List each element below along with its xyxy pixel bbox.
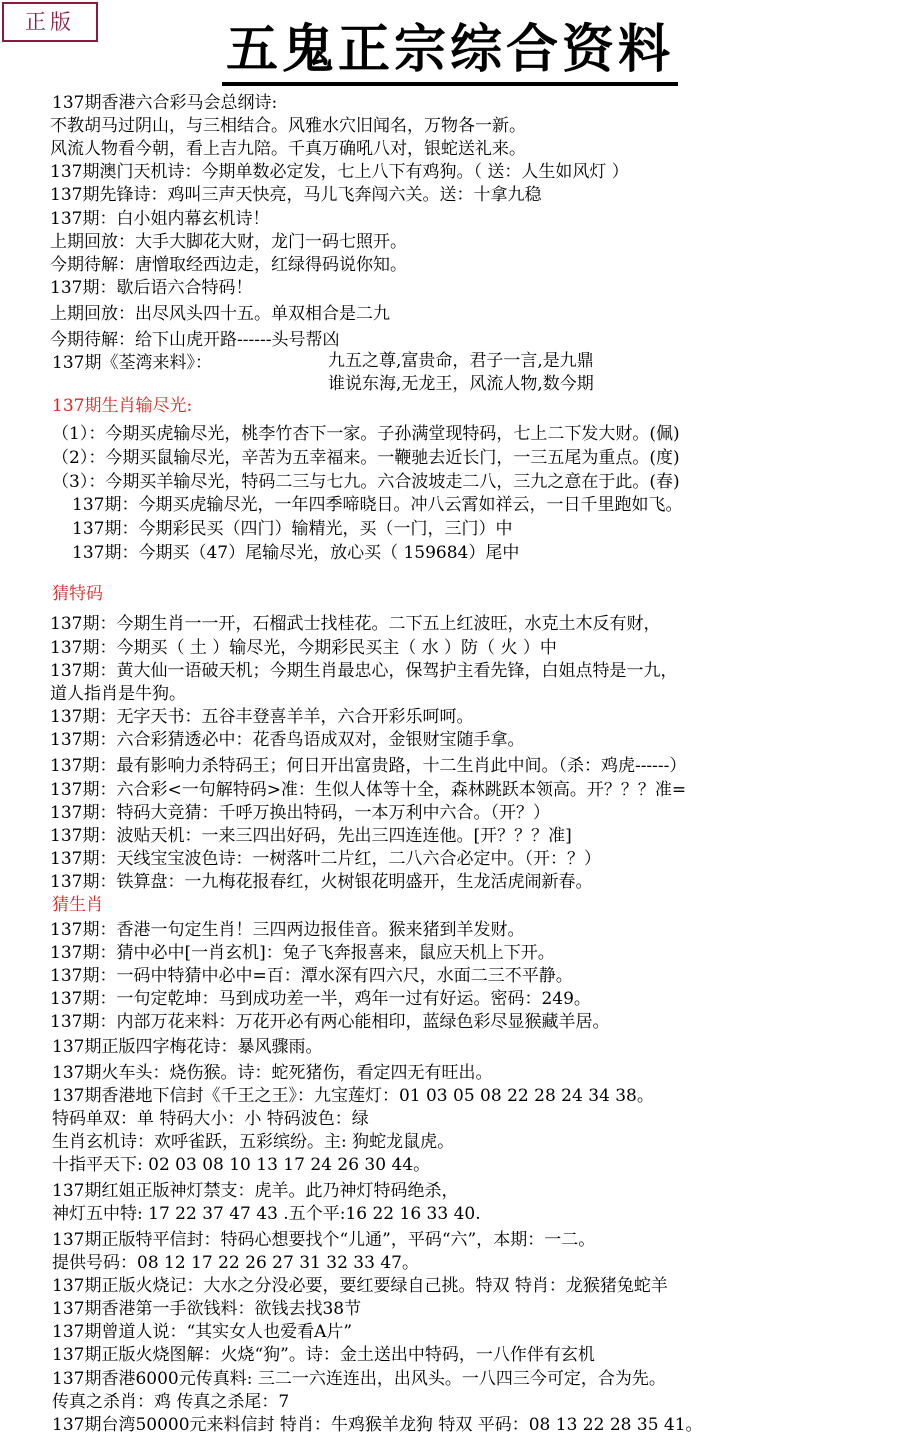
text-line: 137期：特码大竞猜：千呼万换出特码，一本万利中六合。（开？）: [50, 803, 550, 823]
text-line: 神灯五中特: 17 22 37 47 43 .五个平:16 22 16 33 40.: [52, 1204, 481, 1224]
text-line: 137期：香港一句定生肖！三四两边报佳音。猴来猪到羊发财。: [50, 920, 525, 940]
text-line: 九五之尊,富贵命，君子一言,是九鼎: [328, 351, 594, 371]
section-heading: 猜生肖: [52, 895, 103, 915]
page-title-text: 五鬼正宗综合资料: [222, 20, 678, 86]
text-line: 137期：猜中必中[一肖玄机]：兔子飞奔报喜来，鼠应天机上下开。: [50, 943, 555, 963]
text-line: 137期：今期彩民买（四门）输精光，买（一门，三门）中: [72, 519, 513, 539]
text-line: 137期：一句定乾坤：马到成功差一半，鸡年一过有好运。密码：249。: [50, 989, 591, 1009]
text-line: 传真之杀肖：鸡 传真之杀尾：7: [52, 1392, 290, 1412]
text-line: 137期：歇后语六合特码！: [50, 278, 253, 298]
text-line: 137期：内部万花来料：万花开必有两心能相印，蓝绿色彩尽显猴藏羊居。: [50, 1012, 610, 1032]
text-line: 提供号码：08 12 17 22 26 27 31 32 33 47。: [52, 1253, 419, 1273]
text-line: 风流人物看今朝，看上吉九陪。千真万确吼八对，银蛇送礼来。: [50, 139, 526, 159]
text-line: 137期：今期买（ 土 ）输尽光，今期彩民买主（ 水 ）防（ 火 ）中: [50, 638, 557, 658]
text-line: 137期台湾50000元来料信封 特肖：牛鸡猴羊龙狗 特双 平码：08 13 22 28 35 41。: [52, 1415, 703, 1435]
text-line: 上期回放：出尽风头四十五。单双相合是二九: [50, 304, 390, 324]
text-line: 137期《荃湾来料》：: [52, 353, 212, 373]
text-line: 137期：波贴天机：一来三四出好码，先出三四连连他。[开？？？准]: [50, 826, 572, 846]
text-line: 上期回放：大手大脚花大财，龙门一码七照开。: [50, 232, 407, 252]
text-line: 137期火车头：烧伤猴。诗：蛇死猪伤，看定四无有旺出。: [52, 1063, 493, 1083]
text-line: 137期：无字天书：五谷丰登喜羊羊，六合开彩乐呵呵。: [50, 707, 474, 727]
genuine-badge: 正版: [2, 2, 98, 42]
text-line: 137期：一码中特猜中必中=百：潭水深有四六尺，水面二三不平静。: [50, 966, 573, 986]
text-line: （3）：今期买羊输尽光，特码二三与七九。六合波坡走二八，三九之意在于此。(春): [52, 472, 680, 492]
page-title: [0, 20, 900, 86]
text-line: 137期正版特平信封：特码心想要找个“儿通”，平码“六”，本期：一二。: [52, 1230, 596, 1250]
text-line: 137期：铁算盘：一九梅花报春红，火树银花明盛开，生龙活虎闹新春。: [50, 872, 593, 892]
text-line: 生肖玄机诗：欢呼雀跃，五彩缤纷。主: 狗蛇龙鼠虎。: [52, 1132, 455, 1152]
text-line: 特码单双：单 特码大小：小 特码波色：绿: [52, 1109, 369, 1129]
text-line: 137期：今期生肖一一开，石榴武士找桂花。二下五上红波旺，水克土木反有财，: [50, 614, 661, 634]
text-line: 137期：黄大仙一语破天机；今期生肖最忠心，保驾护主看先锋，白姐点特是一九，: [50, 661, 678, 681]
text-line: （2）：今期买鼠输尽光，辛苦为五幸福来。一鞭驰去近长门，一三五尾为重点。(度): [52, 448, 680, 468]
text-line: （1）：今期买虎输尽光，桃李竹杏下一家。子孙满堂现特码，七上二下发大财。(佩): [52, 424, 680, 444]
section-heading: 137期生肖输尽光:: [52, 396, 193, 416]
text-line: 今期待解：给下山虎开路------头号帮凶: [50, 330, 340, 350]
text-line: 137期香港六合彩马会总纲诗:: [52, 93, 278, 113]
text-line: 137期澳门天机诗：今期单数必定发，七上八下有鸡狗。（ 送：人生如风灯 ）: [50, 162, 629, 182]
text-line: 137期正版火烧图解：火烧“狗”。诗：金土送出中特码，一八作伴有玄机: [52, 1345, 595, 1365]
text-line: 137期：六合彩<一句解特码>准：生似人体等十全，森林跳跃本领高。开？？？准=: [50, 780, 687, 800]
text-line: 137期：今期买（47）尾输尽光，放心买（ 159684）尾中: [72, 543, 520, 563]
text-line: 不教胡马过阴山，与三相结合。风雅水穴旧闻名，万物各一新。: [50, 116, 526, 136]
text-line: 137期：六合彩猜透必中：花香鸟语成双对，金银财宝随手拿。: [50, 730, 525, 750]
text-line: 137期：今期买虎输尽光，一年四季啼晓日。冲八云霄如祥云，一日千里跑如飞。: [72, 495, 683, 515]
text-line: 137期：白小姐内幕玄机诗！: [50, 209, 270, 229]
text-line: 137期正版火烧记：大水之分没必要，要红要绿自己挑。特双 特肖：龙猴猪兔蛇羊: [52, 1276, 668, 1296]
section-heading: 猜特码: [52, 584, 103, 604]
text-line: 137期香港地下信封《千王之王》：九宝莲灯：01 03 05 08 22 28 24 34 38。: [52, 1086, 654, 1106]
text-line: 道人指肖是牛狗。: [50, 684, 186, 704]
text-line: 137期曾道人说：“其实女人也爱看A片”: [52, 1322, 353, 1342]
text-line: 谁说东海,无龙王，风流人物,数今期: [328, 374, 594, 394]
text-line: 137期香港第一手欲钱料：欲钱去找38节: [52, 1299, 362, 1319]
text-line: 137期正版四字梅花诗：暴风骤雨。: [52, 1037, 323, 1057]
text-line: 今期待解：唐憎取经西边走，红绿得码说你知。: [50, 255, 407, 275]
text-line: 137期：最有影响力杀特码王；何日开出富贵路，十二生肖此中间。（杀：鸡虎------）: [50, 756, 687, 776]
text-line: 137期：天线宝宝波色诗：一树落叶二片红，二八六合必定中。（开：？）: [50, 849, 601, 869]
text-line: 137期红姐正版神灯禁支：虎羊。此乃神灯特码绝杀，: [52, 1181, 459, 1201]
text-line: 137期先锋诗：鸡叫三声天快亮，马儿飞奔闯六关。送：十拿九稳: [50, 185, 542, 205]
text-line: 137期香港6000元传真料: 三二一六连连出，出风头。一八四三今可定，合为先。: [52, 1369, 666, 1389]
text-line: 十指平天下: 02 03 08 10 13 17 24 26 30 44。: [52, 1155, 431, 1175]
